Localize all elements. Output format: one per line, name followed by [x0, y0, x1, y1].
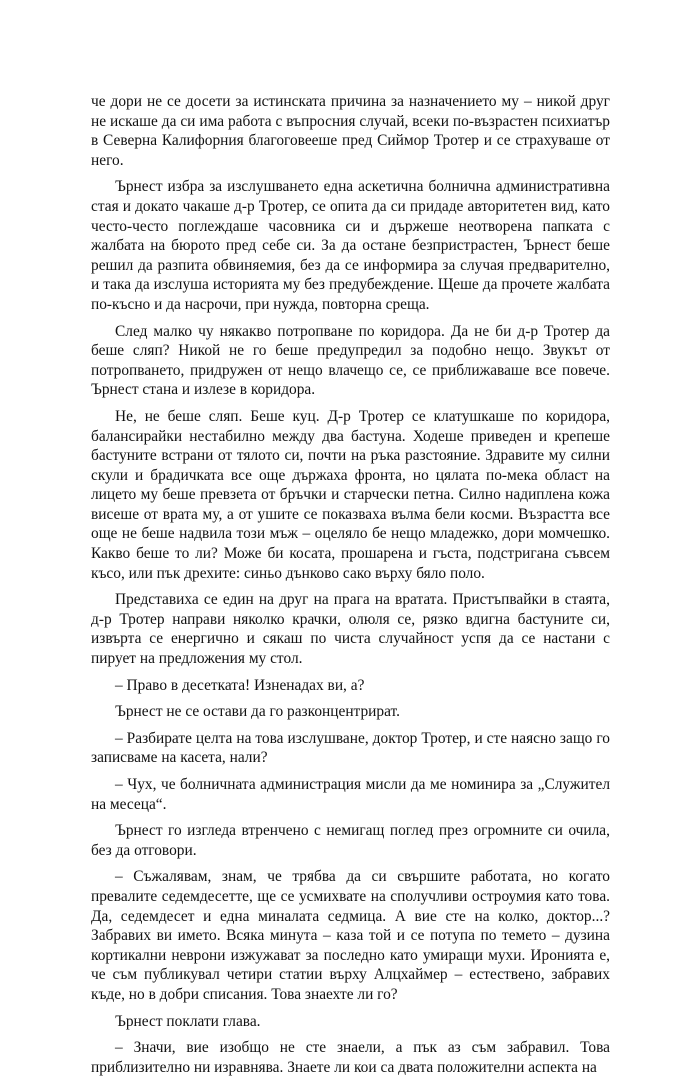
- paragraph: Ърнест избра за изслушването една аскетична болнична административна стая и докато чакаше д-р Тротер, се опита да си придаде авторитетен вид, като често-често поглеждаше часовника си и държеше неотворена папката с жалбата на бюрото пред себе си. За да остане безпристрастен, Ърнест беше решил да разпита обвиняемия, без да се информира за случая предварително, и така да изслуша историята му без предубеждение. Щеше да прочете жалбата по-късно и да насрочи, при нужда, повторна среща.: [91, 178, 610, 313]
- dialogue-line: – Право в десетката! Изненадах ви, а?: [115, 676, 365, 694]
- dialogue-line: – Съжалявам, знам, че трябва да си свършите работата, но когато превалите седемдесетте, ще се усмихвате на сполучливи остроумия като това. Да, седемдесет и една миналата седмица. А вие сте на колко, доктор...? Забравих ви името. Всяка минута – каза той и се потупа по темето – дузина кортикални неврони изжужават за последно като умиращи мухи. Иронията е, че съм публикувал четири статии върху Алцхаймер – естествено, забравих къде, но в добри списания. Това знаехте ли го?: [91, 868, 610, 1003]
- dialogue-line: – Разбирате целта на това изслушване, доктор Тротер, и сте наясно защо го записваме на касета, нали?: [91, 729, 610, 767]
- paragraph: Не, не беше сляп. Беше куц. Д-р Тротер се клатушкаше по коридора, балансирайки нестабилно между два бастуна. Ходеше приведен и крепеше бастуните встрани от тялото си, почти на ръка разстояние. Здравите му силни скули и брадичката все още държаха фронта, но цялата по-мека област на лицето му беше превзета от бръчки и старчески петна. Силно надиплена кожа висеше от врата му, а от ушите се показваха вълма бели косми. Възрастта все още не беше надвила този мъж – оцеляло бе нещо младежко, дори момчешко. Какво беше то ли? Може би косата, прошарена и гъста, подстригана съвсем късо, или пък дрехите: синьо дънково сако върху бяло поло.: [91, 407, 610, 582]
- paragraph: Ърнест поклати глава.: [115, 1012, 261, 1030]
- paragraph: Представиха се един на друг на прага на вратата. Пристъпвайки в стаята, д-р Тротер направи няколко крачки, олюля се, рязко вдигна бастуните си, извърта се енергично и сякаш по чиста случайност успя да се настани с пирует на предложения му стол.: [91, 591, 610, 668]
- paragraph: Ърнест го изгледа втренчено с немигащ поглед през огромните си очила, без да отговори.: [91, 822, 610, 859]
- paragraph-continued: че дори не се досети за истинската причина за назначението му – никой друг не искаше да си има работа с въпросния случай, всеки по-възрастен психиатър в Северна Калифорния благоговееше пред Сиймор Тротер и се страхуваше от него.: [91, 93, 610, 169]
- dialogue-line: – Чух, че болничната администрация мисли да ме номинира за „Служител на месеца“.: [91, 776, 610, 813]
- dialogue-line: – Значи, вие изобщо не сте знаели, а пък аз съм забравил. Това приблизително ни изравнява. Знаете ли кои са двата положителни аспекта на: [91, 1039, 610, 1076]
- paragraph: Ърнест не се остави да го разконцентрират.: [115, 703, 400, 721]
- book-page-text: [91, 92, 610, 1084]
- paragraph: След малко чу някакво потропване по коридора. Да не би д-р Тротер да беше сляп? Никой не го беше предупредил за подобно нещо. Звукът от потропването, придружен от нещо влачещо се, се приближаваше все повече. Ърнест стана и излезе в коридора.: [91, 322, 610, 399]
